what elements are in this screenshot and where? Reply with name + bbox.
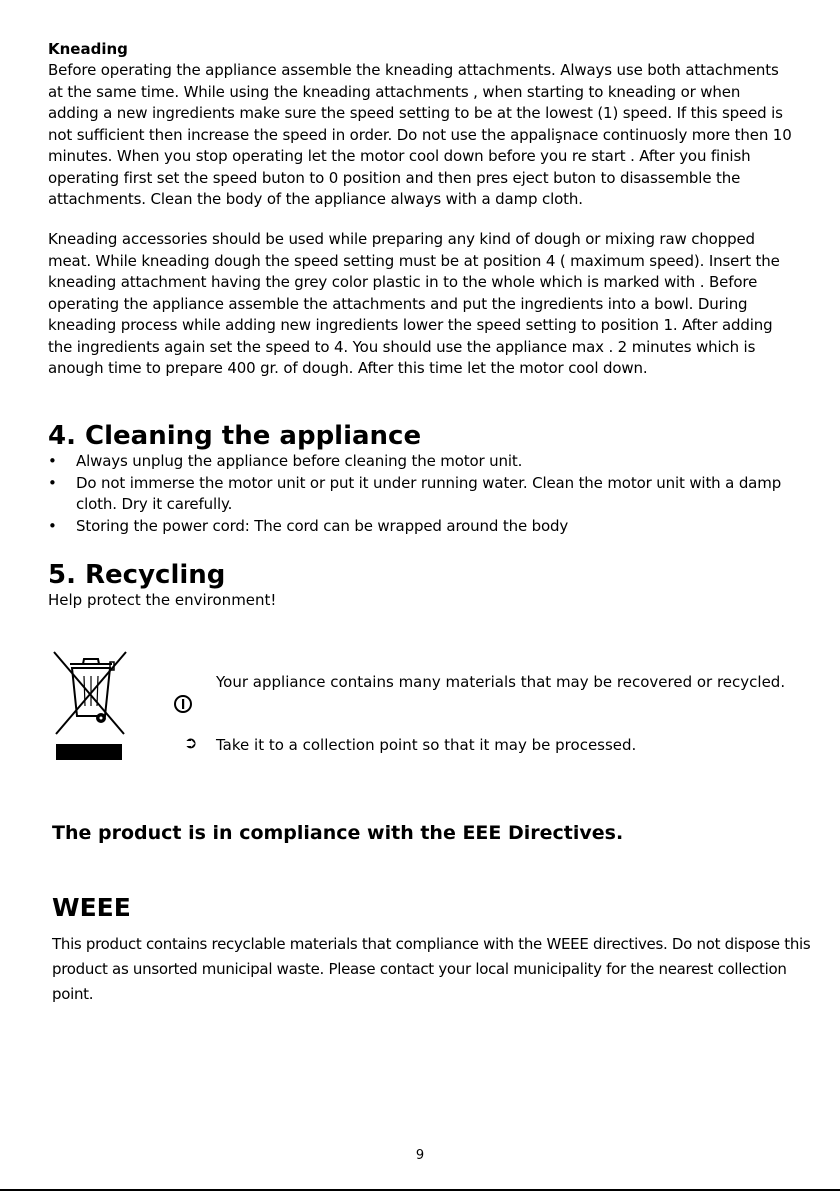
weee-heading: WEEE	[52, 893, 131, 922]
list-item	[48, 473, 793, 516]
cleaning-heading: 4. Cleaning the appliance	[48, 421, 422, 451]
list-item	[48, 516, 793, 538]
bullet: •	[48, 473, 57, 492]
info-icon	[173, 694, 193, 714]
arrow-icon: ➲	[184, 733, 198, 752]
list-item-text: Storing the power cord: The cord can be wrapped around the body	[76, 516, 569, 535]
bullet: •	[48, 516, 57, 535]
list-item-text: Do not immerse the motor unit or put it under running water. Clean the motor unit with a damp cloth. Dry it carefully.	[76, 473, 782, 513]
kneading-paragraph-2: Kneading accessories should be used while preparing any kind of dough or mixing raw chopped meat. While kneading dough the speed setting must be at position 4 ( maximum speed). Insert the kneading attachment having the grey color plastic in to the whole which is marked with . Before operating the appliance assemble the attachments and put the ingredients into a bowl. During kneading process while adding new ingredients lower the speed setting to position 1. After adding the ingredients again set the speed to 4. You should use the appliance max . 2 minutes which is anough time to prepare 400 gr. of dough. After this time let the motor cool down.	[48, 230, 780, 377]
recycle-info-text: Your appliance contains many materials that may be recovered or recycled.	[216, 673, 786, 691]
compliance-statement: The product is in compliance with the EEE Directives.	[52, 822, 624, 844]
bullet: •	[48, 452, 57, 470]
recycling-heading: 5. Recycling	[48, 560, 226, 590]
recycle-collection-text: Take it to a collection point so that it may be processed.	[216, 736, 637, 754]
list-item	[48, 451, 793, 473]
cleaning-list	[48, 451, 793, 537]
bottom-rule	[0, 1189, 840, 1191]
kneading-paragraph-1: Before operating the appliance assemble the kneading attachments. Always use both attachments at the same time. While using the kneading attachments , when starting to kneading or when adding a new ingredients make sure the speed setting to be at the lowest (1) speed. If this speed is not sufficient then increase the speed in order. Do not use the appalişnace continuosly more then 10 minutes. When you stop operating let the motor cool down before you re start . After you finish operating first set the speed buton to 0 position and then pres eject buton to disassemble the attachments. Clean the body of the appliance always with a damp cloth.	[48, 61, 792, 208]
recycling-subtitle: Help protect the environment!	[48, 591, 277, 609]
crossed-out-wheelie-bin-icon	[50, 648, 130, 766]
page-number: 9	[415, 1148, 425, 1163]
list-item-text: Always unplug the appliance before cleaning the motor unit.	[76, 452, 523, 470]
weee-text: This product contains recyclable materials that compliance with the WEEE directives. Do not dispose this product as unsorted municipal waste. Please contact your local municipality for the nearest collection point.	[52, 935, 811, 1003]
kneading-heading: Kneading	[48, 40, 128, 58]
